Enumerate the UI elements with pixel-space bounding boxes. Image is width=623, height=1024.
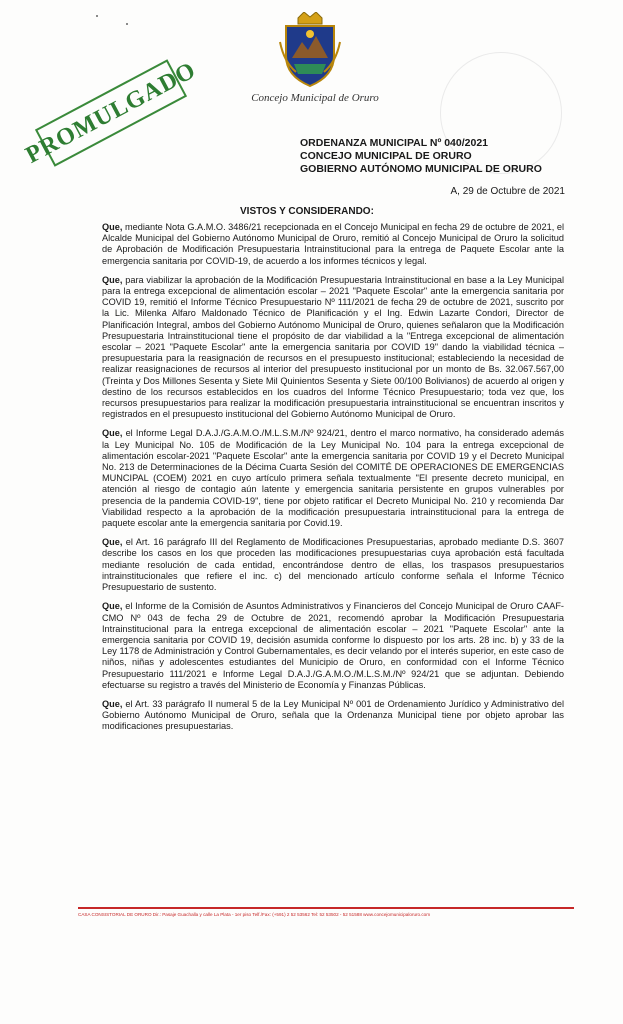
- paragraph: [102, 537, 564, 593]
- paragraph: [102, 699, 564, 733]
- footer-address: CASA CONSISTORIAL DE ORURO Dir.: Pasaje Guachalla y calle La Plata - 1er piso Telf./Fax: (+591) 2 52 53562 Tel: 52 53502 - 52 51588 www.concejomunicipaloruro.com: [78, 912, 431, 917]
- ordinance-header: [300, 137, 542, 176]
- paragraph: [102, 601, 564, 691]
- paragraph-text: el Art. 16 parágrafo III del Reglamento de Modificaciones Presupuestarias, aprobado mediante D.S. 3607 describe los casos en los que proceden las modificaciones presupuestarias cuya aprobación está facultada mediante resolución de cada entidad, encontrándose dentro de ellas, los traspasos presupuestarios intrainstitucionales que refiere el inc. c) del mencionado artículo conforme señala el Informe Técnico Presupuestario de sustento.: [102, 537, 564, 593]
- municipal-coat-of-arms-icon: [278, 12, 342, 88]
- document-body: [102, 222, 564, 741]
- section-title: VISTOS Y CONSIDERANDO:: [240, 206, 374, 217]
- paragraph-lead: Que,: [102, 274, 123, 285]
- paragraph: [102, 222, 564, 267]
- paragraph: [102, 428, 564, 529]
- paragraph-text: para viabilizar la aprobación de la Modificación Presupuestaria Intrainstitucional en base a la Ley Municipal para la entrega excepcional de alimentación escolar – 2021 "Paquete Escolar" ante la emergencia sanitaria por COVID 19, remitió el Informe Técnico Presupuestario Nº 111/2021 de fecha 29 de octubre de 2021, suscrito por la Lic. Milenka Alfaro Maldonado Técnico de Planificación y el Ing. Edwin Lazarte Condori, Director de Planificación Integral, ambos del Gobierno Autónomo Municipal de Oruro, quienes señalaron que la Modificación Presupuestaria Intrainstitucional tiene el propósito de dar viabilidad a la "Entrega excepcional de alimentación escolar – 2021 "Paquete Escolar" ante la emergencia sanitaria por COVID 19" dando la viabilidad técnica – presupuestaria para la reasignación de recursos en el presupuesto institucional; estableciendo la necesidad de realizar reasignaciones de recursos al interior del presupuesto institucional por un monto de Bs. 32.067.567,00 (Treinta y Dos Millones Sesenta y Siete Mil Quinientos Sesenta y Siete 00/100 Bolivianos) de acuerdo al origen y destino de los recursos establecidos en los cuadros del Informe Técnico Presupuestario; toda vez que, los recursos presupuestarios para realizar la modificación presupuestaria intrainstitucional se encuentran inscritos y registrados en el presupuesto institucional del Gobierno Autónomo Municipal de Oruro.: [102, 274, 564, 420]
- paragraph-text: el Art. 33 parágrafo II numeral 5 de la Ley Municipal Nº 001 de Ordenamiento Jurídico y Administrativo del Gobierno Autónomo Municipal de Oruro, señala que la Ordenanza Municipal tiene por objeto aprobar las modificaciones presupuestarias.: [102, 698, 564, 732]
- paragraph-lead: Que,: [102, 698, 123, 709]
- footer-divider: [78, 907, 574, 909]
- paragraph-text: mediante Nota G.A.M.O. 3486/21 recepcionada en el Concejo Municipal en fecha 29 de octubre de 2021, el Alcalde Municipal del Gobierno Autónomo Municipal de Oruro, remitió al Concejo Municipal de Oruro la solicitud de Aprobación de Modificación Presupuestaria Intrainstitucional para la entrega de Paquete Escolar ante la emergencia sanitaria por COVID-19, de acuerdo a los informes técnicos y legal.: [102, 222, 564, 266]
- stamp-text: PROMULGADO: [21, 56, 201, 169]
- paragraph-lead: Que,: [102, 537, 123, 548]
- government-line: GOBIERNO AUTÓNOMO MUNICIPAL DE ORURO: [300, 163, 542, 175]
- scan-speck: [126, 23, 128, 25]
- document-date: A, 29 de Octubre de 2021: [450, 186, 565, 197]
- paragraph-text: el Informe de la Comisión de Asuntos Administrativos y Financieros del Concejo Municipal de Oruro CAAF-CMO Nº 043 de fecha 29 de Octubre de 2021, recomendó aprobar la Modificación Presupuestaria Intrainstitucional para la entrega excepcional de alimentación escolar – 2021 "Paquete Escolar" ante la emergencia sanitaria por COVID 19, decisión asumida conforme lo dispuesto por los arts. 28 inc. b) y 33 de la Ley 1178 de Administración y Control Gubernamentales, es decir velando por el interés superior, en este caso de niños, niñas y adolescentes estudiantes del Municipio de Oruro, en conformidad con el Informe Técnico Presupuestario 111/2021 e Informe Legal D.A.J./G.A.M.O./M.L.S.M./Nº 924/21 que se adjuntan. Debiendo efectuarse su registro a través del Ministerio de Economía y Finanzas Públicas.: [102, 601, 564, 690]
- paragraph: [102, 275, 564, 421]
- paragraph-lead: Que,: [102, 222, 123, 232]
- ordinance-number: ORDENANZA MUNICIPAL Nº 040/2021: [300, 137, 489, 149]
- paragraph-lead: Que,: [102, 428, 123, 439]
- council-line: CONCEJO MUNICIPAL DE ORURO: [300, 150, 472, 162]
- paragraph-lead: Que,: [102, 601, 123, 612]
- scan-speck: [96, 15, 98, 17]
- promulgado-stamp: [21, 56, 201, 169]
- council-name: Concejo Municipal de Oruro: [251, 92, 379, 104]
- paragraph-text: el Informe Legal D.A.J./G.A.M.O./M.L.S.M./Nº 924/21, dentro el marco normativo, ha considerado además la Ley Municipal No. 105 de Modificación de la Ley Municipal No. 104 para la entrega excepcional de alimentación escolar-2021 "Paquete Escolar" ante la emergencia sanitaria por COVID 19 y el Decreto Municipal No. 213 de Determinaciones de la Décima Cuarta Sesión del COMITÉ DE OPERACIONES DE EMERGENCIAS MUNCIPAL (COEM) 2021 en cuyo artículo primera señala textualmente "El presente decreto municipal, en atención al riesgo de contagio aún latente y emergencia sanitaria persistente en grupos vulnerables por presencia de la pandemia COVID-19", tiene por objeto ratificar el Decreto Municipal No. 210 y recomienda Dar Viabilidad respecto a la aprobación de la modificación presupuestaria intrainstitucional para la entrega de paquete escolar ante la emergencia sanitaria por Covid.19.: [102, 428, 564, 529]
